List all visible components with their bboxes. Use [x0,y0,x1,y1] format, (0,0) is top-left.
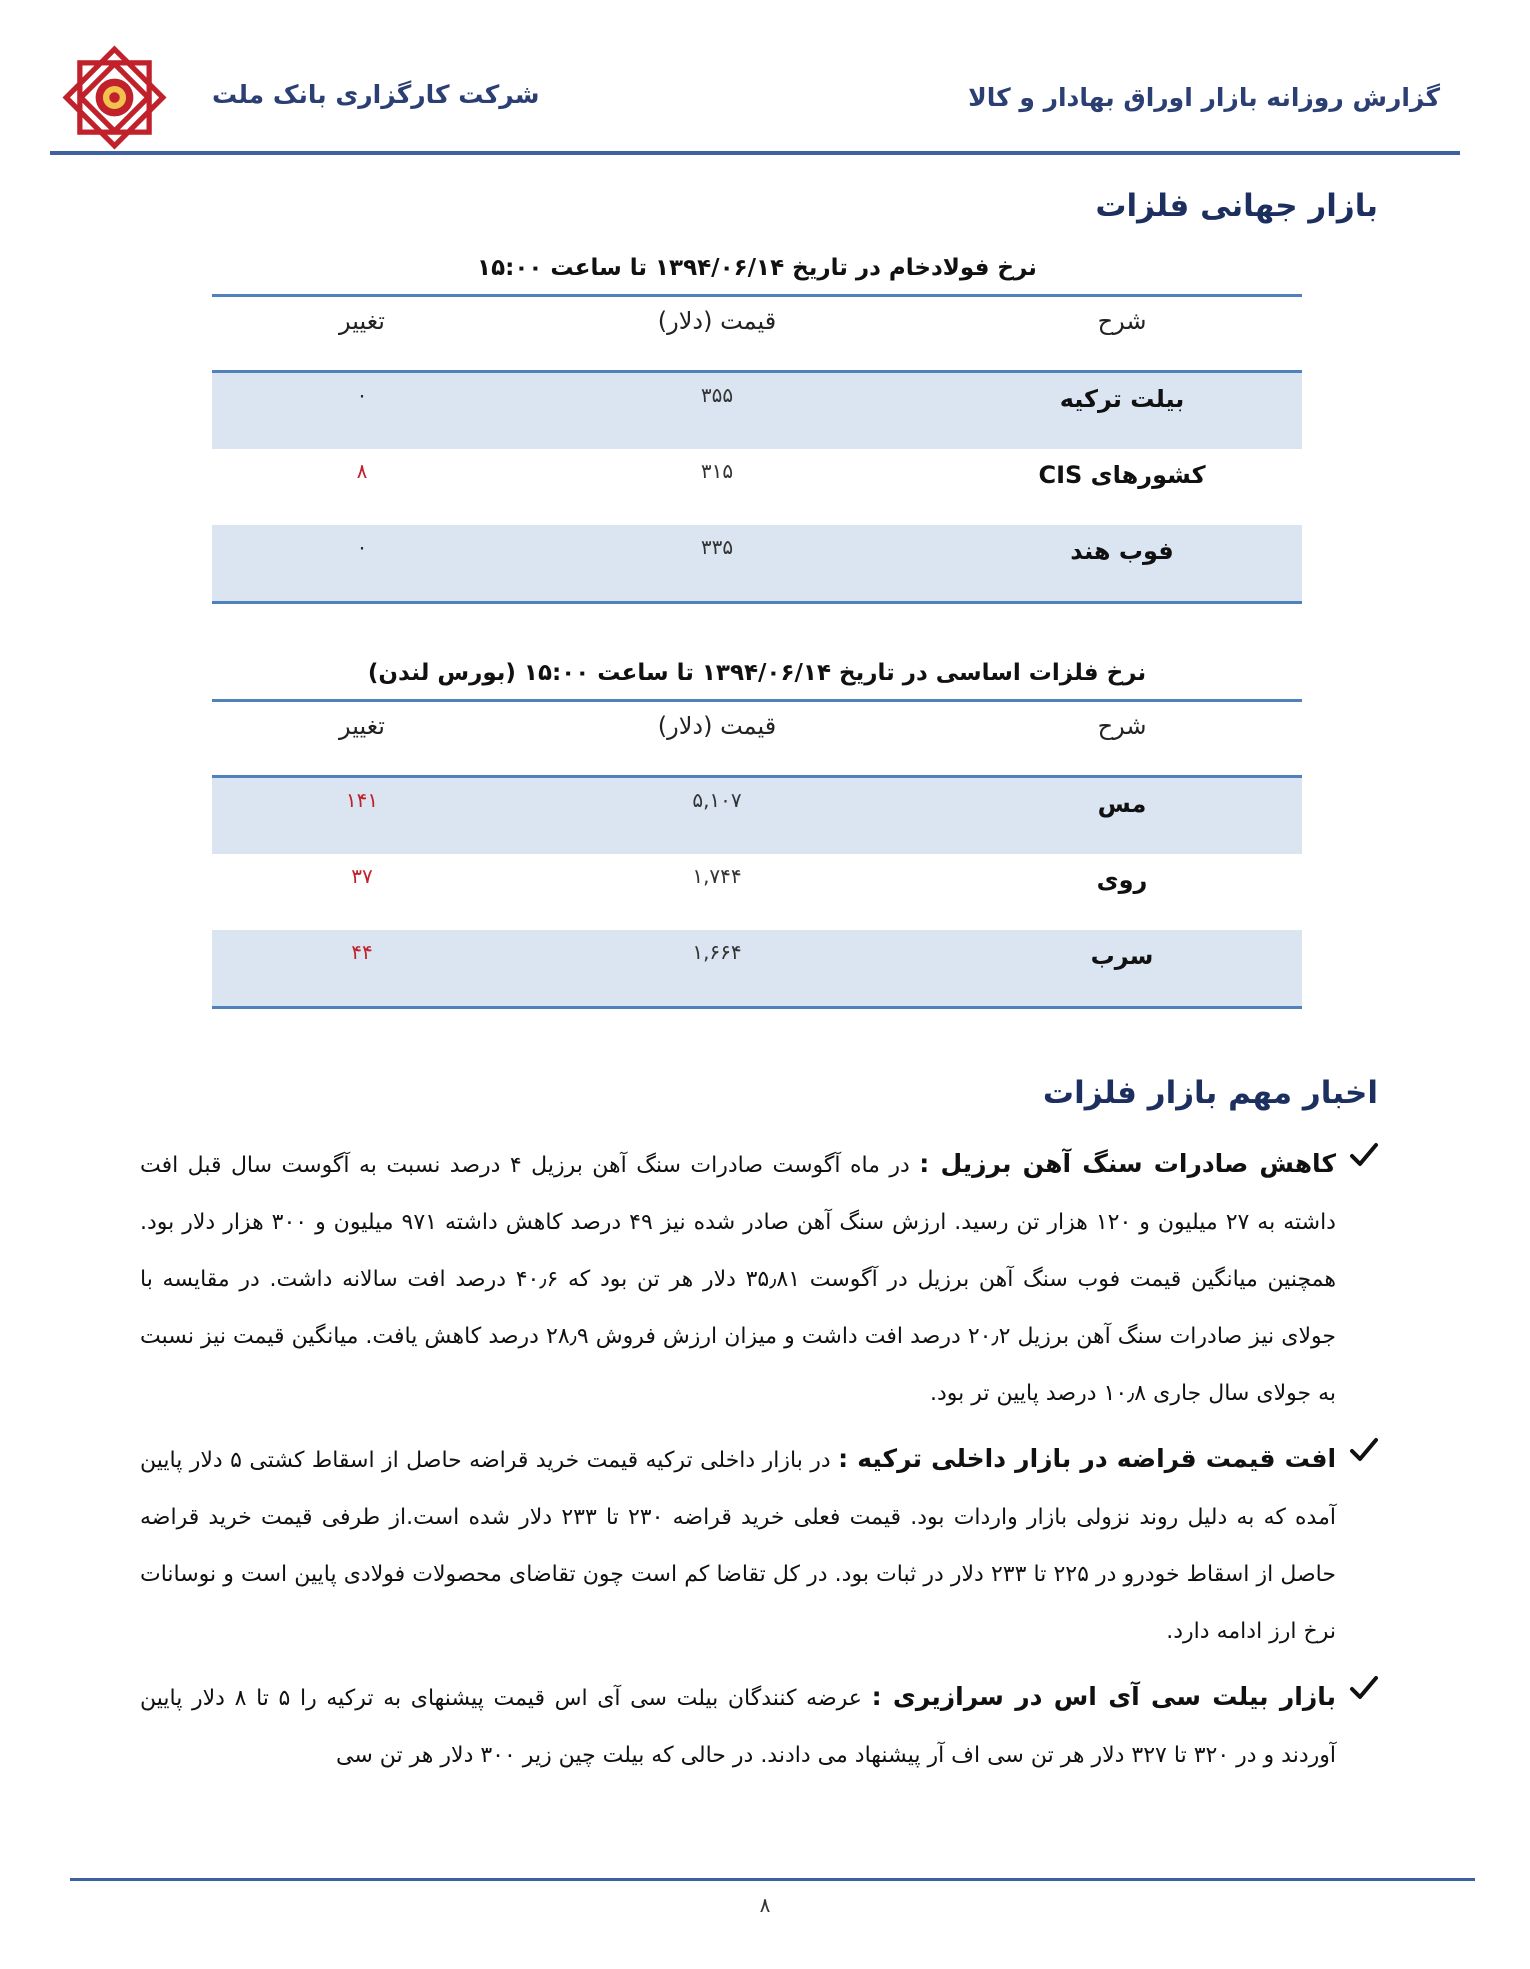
table-row [212,525,1302,604]
steel-price-table [212,294,1302,604]
table-row [212,778,1302,854]
row-change: ۰ [356,383,368,407]
row-price: ۵,۱۰۷ [692,788,742,812]
row-change: ۱۴۱ [345,788,379,812]
table-row [212,449,1302,525]
column-header-price: قیمت (دلار) [657,712,777,740]
row-change: ۰ [356,535,368,559]
row-description: کشورهای CIS [1038,461,1206,489]
row-description: سرب [1090,942,1154,970]
checkmark-icon [1348,1434,1380,1466]
bank-mellat-logo [62,45,167,150]
column-header-description: شرح [1097,712,1147,740]
row-price: ۳۵۵ [700,383,734,407]
news-heading: افت قیمت قراضه در بازار داخلی ترکیه : [838,1444,1337,1473]
table-row [212,373,1302,449]
news-item [140,1430,1380,1660]
news-heading: کاهش صادرات سنگ آهن برزیل : [919,1149,1336,1178]
news-list [140,1135,1380,1792]
row-change: ۳۷ [351,864,373,888]
row-change: ۴۴ [351,940,373,964]
report-title: گزارش روزانه بازار اوراق بهادار و کالا [968,83,1440,112]
company-name: شرکت کارگزاری بانک ملت [212,80,540,109]
column-header-change: تغییر [339,307,385,335]
base-metals-price-table [212,699,1302,1009]
row-description: روی [1096,866,1148,894]
news-body: عرضه کنندگان بیلت سی آی اس قیمت پیشنهای به ترکیه را ۵ تا ۸ دلار پایین آوردند و در ۳۲۰ تا ۳۲۷ دلار هر تن سی اف آر پیشنهاد می دادند. در حالی که بیلت چین زیر ۳۰۰ دلار هر تن سی [140,1686,1336,1768]
table-row [212,854,1302,930]
checkmark-icon [1348,1139,1380,1171]
news-item [140,1668,1380,1784]
header-divider [50,151,1460,155]
table-header-row [212,702,1302,778]
table-header-row [212,297,1302,373]
row-change: ۸ [356,459,368,483]
footer-divider [70,1878,1475,1881]
news-item [140,1135,1380,1422]
row-description: فوب هند [1070,537,1174,565]
news-body: در ماه آگوست صادرات سنگ آهن برزیل ۴ درصد نسبت به آگوست سال قبل افت داشته به ۲۷ میلیون و ۱۲۰ هزار تن رسید. ارزش سنگ آهن صادر شده نیز ۴۹ درصد کاهش داشته ۹۷۱ میلیون و ۳۰۰ هزار دلار بود. همچنین میانگین قیمت فوب سنگ آهن برزیل در آگوست ۳۵٫۸۱ دلار هر تن بود که ۴۰٫۶ درصد افت سالانه داشت. در مقایسه با جولای نیز صادرات سنگ آهن برزیل ۲۰٫۲ درصد افت داشت و میزان ارزش فروش ۲۸٫۹ درصد کاهش یافت. میانگین قیمت نیز نسبت به جولای سال جاری ۱۰٫۸ درصد پایین تر بود. [140,1153,1336,1406]
column-header-description: شرح [1097,307,1147,335]
column-header-price: قیمت (دلار) [657,307,777,335]
section-title-global-metals: بازار جهانی فلزات [1095,188,1378,224]
steel-table-caption: نرخ فولادخام در تاریخ ۱۳۹۴/۰۶/۱۴ تا ساعت ۱۵:۰۰ [477,255,1037,281]
row-price: ۳۳۵ [700,535,734,559]
checkmark-icon [1348,1672,1380,1704]
table-row [212,930,1302,1009]
row-price: ۳۱۵ [700,459,734,483]
row-description: مس [1097,790,1147,818]
row-description: بیلت ترکیه [1059,385,1185,413]
page-number: ۸ [759,1893,771,1917]
column-header-change: تغییر [339,712,385,740]
base-metals-table-caption: نرخ فلزات اساسی در تاریخ ۱۳۹۴/۰۶/۱۴ تا ساعت ۱۵:۰۰ (بورس لندن) [367,660,1147,686]
row-price: ۱,۷۴۴ [692,864,742,888]
row-price: ۱,۶۶۴ [692,940,742,964]
section-title-metals-news: اخبار مهم بازار فلزات [1042,1075,1378,1111]
news-heading: بازار بیلت سی آی اس در سرازیری : [871,1682,1337,1711]
news-body: در بازار داخلی ترکیه قیمت خرید قراضه حاصل از اسقاط کشتی ۵ دلار پایین آمده که به دلیل روند نزولی بازار واردات بود. قیمت فعلی خرید قراضه ۲۳۰ تا ۲۳۳ دلار شده است.از طرفی قیمت خرید قراضه حاصل از اسقاط خودرو در ۲۲۵ تا ۲۳۳ دلار در ثبات بود. در کل تقاضا کم است چون تقاضای محصولات فولادی پایین است و نوسانات نرخ ارز ادامه دارد. [140,1448,1336,1644]
